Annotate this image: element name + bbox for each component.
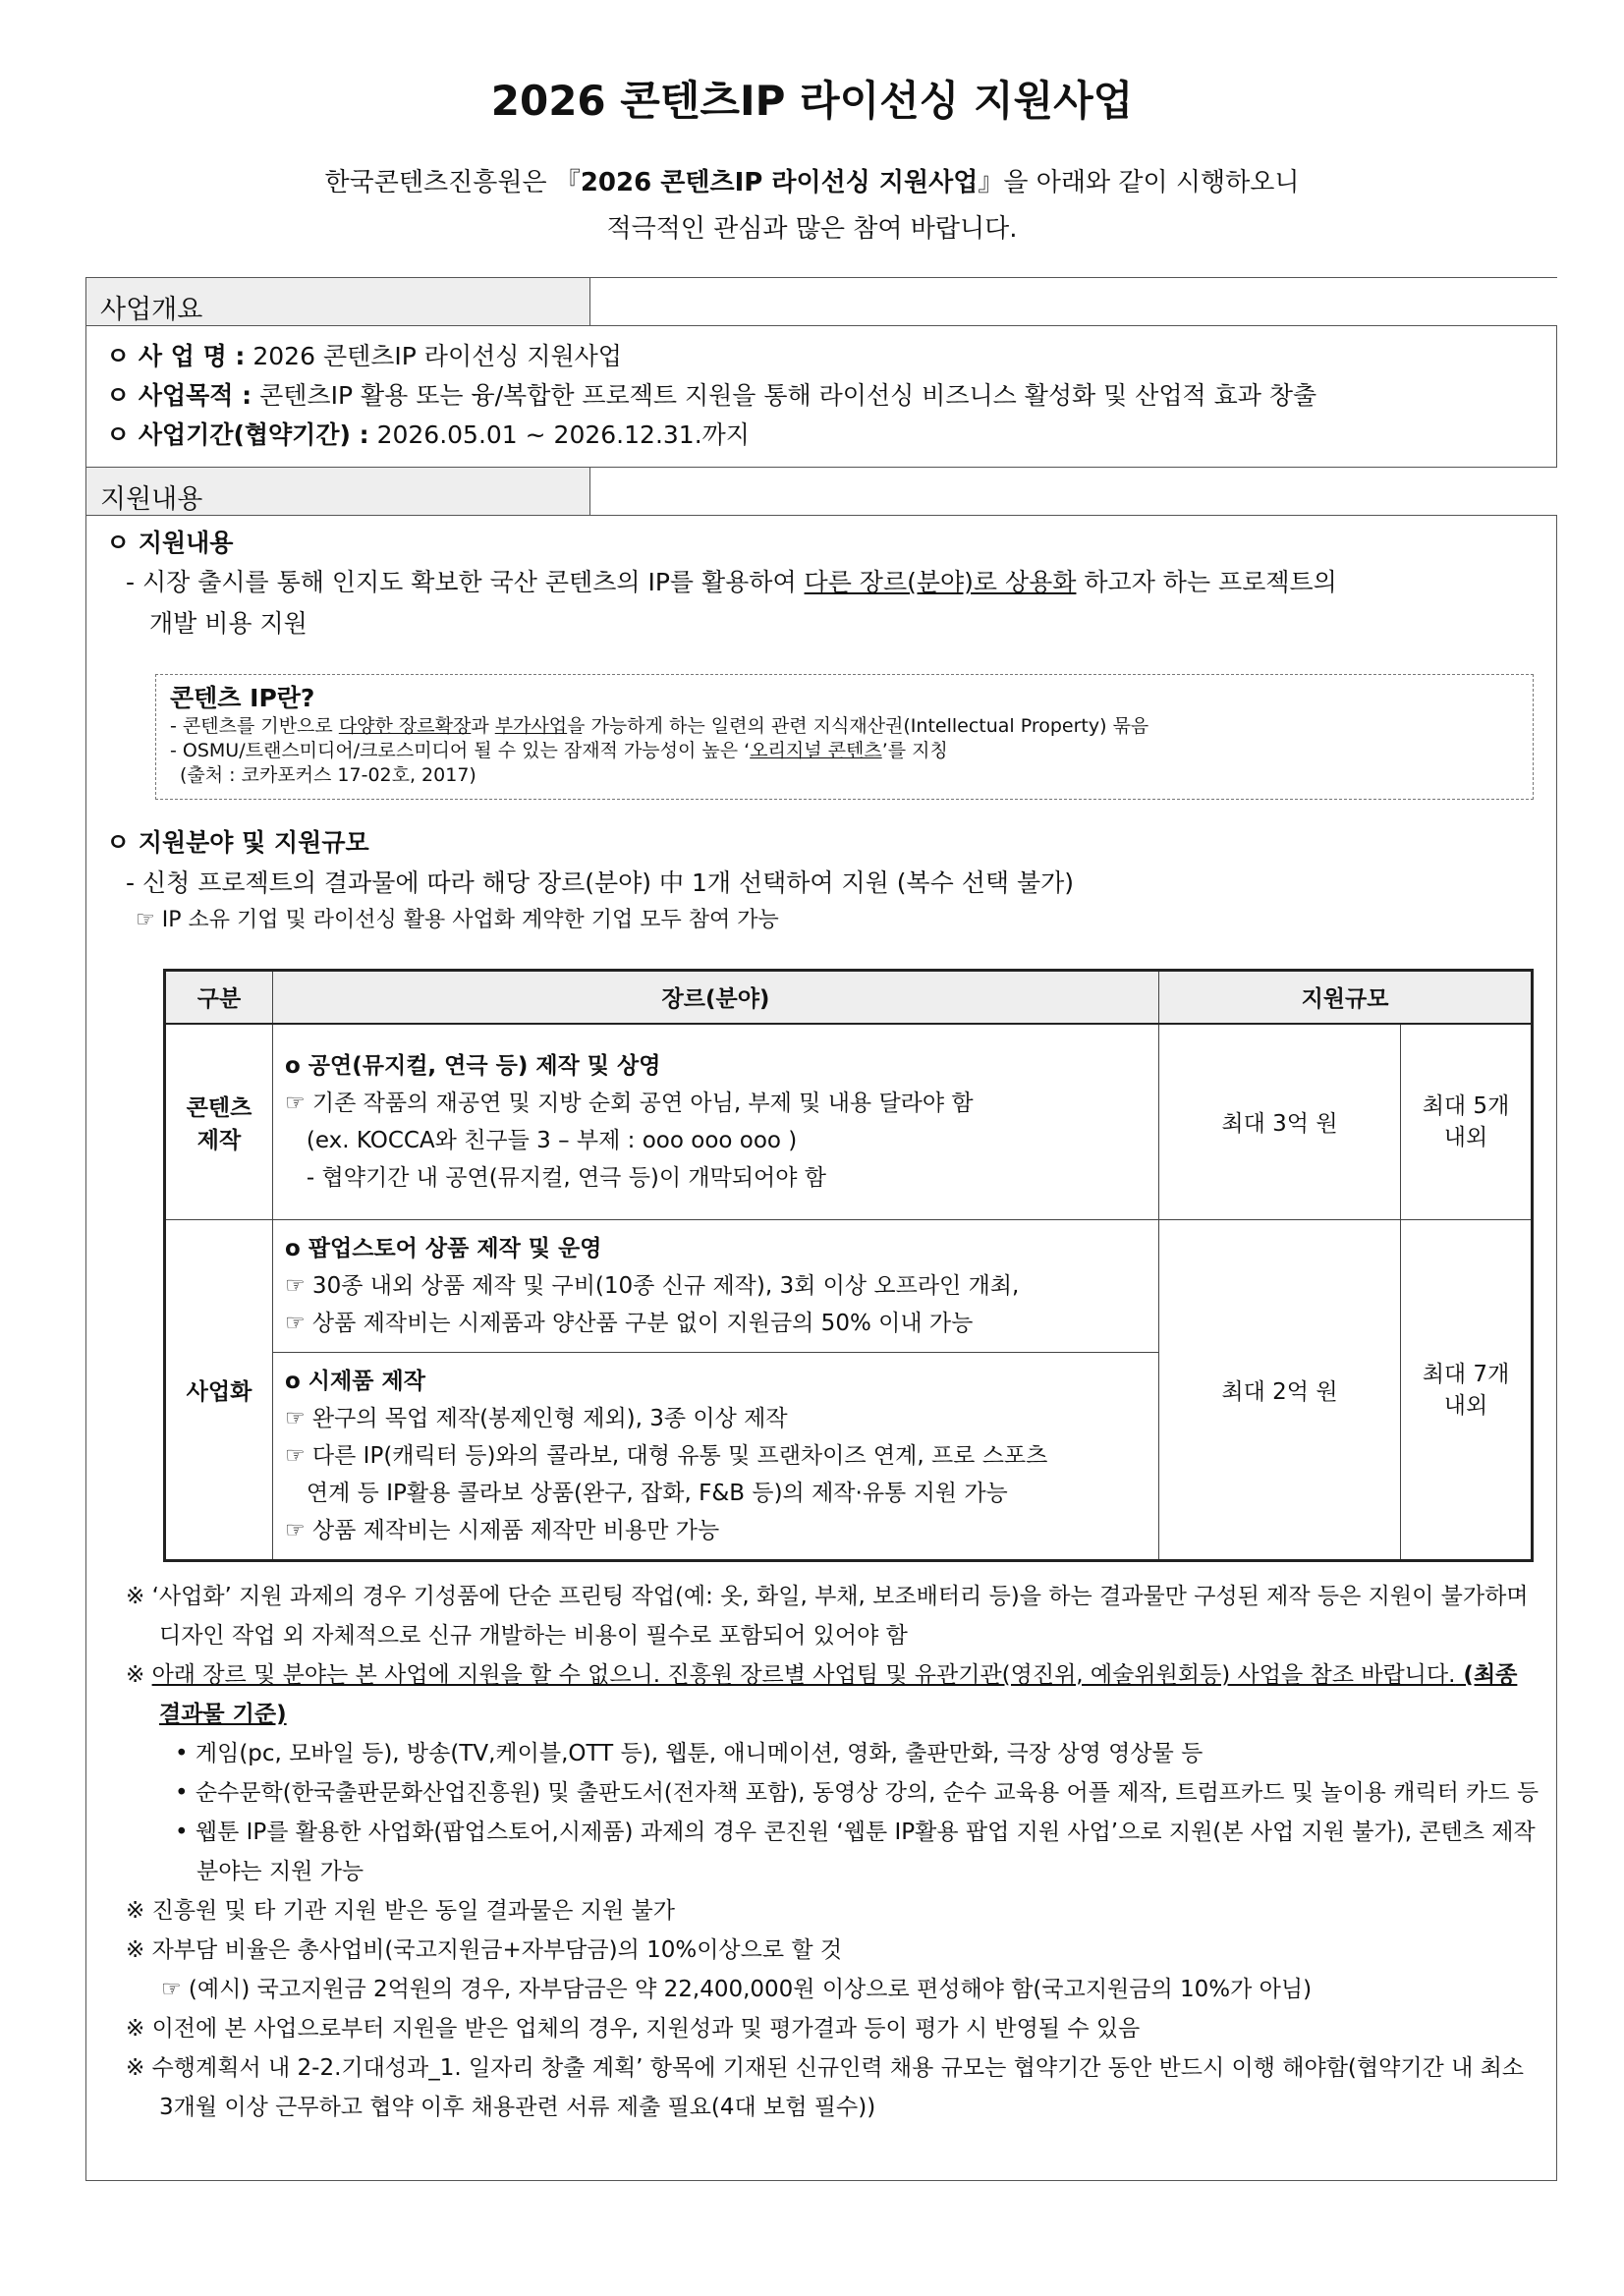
- th-category: 구분: [165, 971, 273, 1024]
- row-category: 사업화: [165, 1220, 273, 1561]
- overview-header: [86, 277, 1556, 326]
- ip-box-line: - 콘텐츠를 기반으로 다양한 장르확장과 부가사업을 가능하게 하는 일련의 관련 지식재산권(Intellectual Property) 묶음: [170, 715, 1149, 737]
- support-desc: - 시장 출시를 통해 인지도 확보한 국산 콘텐츠의 IP를 활용하여 다른 장르(분야)로 상용화 하고자 하는 프로젝트의: [126, 568, 1337, 596]
- support-sub2: ㅇ 지원분야 및 지원규모: [106, 828, 369, 857]
- intro-post: 』을 아래와 같이 시행하오니: [978, 168, 1300, 197]
- intro-line-1: [0, 162, 1624, 198]
- row-amount: 최대 2억 원: [1159, 1220, 1401, 1561]
- support-sub2-desc: - 신청 프로젝트의 결과물에 따라 해당 장르(분야) 中 1개 선택하여 지원 (복수 선택 불가): [126, 868, 1075, 897]
- ip-box-source: (출처 : 코카포커스 17-02호, 2017): [180, 764, 476, 786]
- ip-box-line: - OSMU/트랜스미디어/크로스미디어 될 수 있는 잠재적 가능성이 높은 ‘오리지널 콘텐츠’를 지칭: [170, 740, 948, 761]
- notes: [126, 1577, 1540, 2127]
- note: ※ ‘사업화’ 지원 과제의 경우 기성품에 단순 프린팅 작업(예: 옷, 화일, 부채, 보조배터리 등)을 하는 결과물만 구성된 제작 등은 지원이 불가하며 디자인 작업 외 자체적으로 신규 개발하는 비용이 필수로 포함되어 있어야 함: [126, 1584, 1529, 1649]
- note-bullet: • 웹툰 IP를 활용한 사업화(팝업스토어,시제품) 과제의 경우 콘진원 ‘웹툰 IP활용 팝업 지원 사업’으로 지원(본 사업 지원 불가), 콘텐츠 제작 분야는 지원 가능: [175, 1820, 1536, 1884]
- announcement-box: [85, 277, 1557, 2181]
- support-desc-2: 개발 비용 지원: [149, 609, 308, 638]
- intro-line-2: 적극적인 관심과 많은 참여 바랍니다.: [606, 214, 1018, 244]
- ip-box-title: 콘텐츠 IP란?: [170, 684, 315, 712]
- th-scale: 지원규모: [1159, 971, 1533, 1024]
- row-genre: o 공연(뮤지컬, 연극 등) 제작 및 상영 ☞ 기존 작품의 재공연 및 지방 순회 공연 아님, 부제 및 내용 달라야 함 (ex. KOCCA와 친구들 3 – 부제 : ooo ooo ooo ) - 협약기간 내 공연(뮤지컬, 연극 등)이 개막되어야 함: [273, 1024, 1159, 1220]
- support-table: [163, 969, 1534, 1562]
- overview-header-label: 사업개요: [100, 295, 203, 325]
- ip-definition-box: [155, 674, 1534, 800]
- row-genre-2: o 시제품 제작 ☞ 완구의 목업 제작(봉제인형 제외), 3종 이상 제작 ☞ 다른 IP(캐릭터 등)와의 콜라보, 대형 유통 및 프랜차이즈 연계, 프로 스포츠 연계 등 IP활용 콜라보 상품(완구, 잡화, F&B 등)의 제작·유통 지원 가능 ☞ 상품 제작비는 시제품 제작만 비용만 가능: [273, 1353, 1159, 1561]
- note-example: ☞ (예시) 국고지원금 2억원의 경우, 자부담금은 약 22,400,000원 이상으로 편성해야 함(국고지원금의 10%가 아님): [161, 1977, 1313, 2002]
- th-genre: 장르(분야): [273, 971, 1159, 1024]
- overview-purpose: ㅇ 사업목적 : 콘텐츠IP 활용 또는 융/복합한 프로젝트 지원을 통해 라이선싱 비즈니스 활성화 및 산업적 효과 창출: [106, 381, 1317, 410]
- page-title: 2026 콘텐츠IP 라이선싱 지원사업: [490, 77, 1134, 125]
- note: ※ 자부담 비율은 총사업비(국고지원금+자부담금)의 10%이상으로 할 것: [126, 1937, 843, 1963]
- row-amount: 최대 3억 원: [1159, 1024, 1401, 1220]
- note-bullet: • 순수문학(한국출판문화산업진흥원) 및 출판도서(전자책 포함), 동영상 강의, 순수 교육용 어플 제작, 트럼프카드 및 놀이용 캐릭터 카드 등: [175, 1780, 1540, 1806]
- note: ※ 수행계획서 내 2-2.기대성과_1. 일자리 창출 계획’ 항목에 기재된 신규인력 채용 규모는 협약기간 동안 반드시 이행 해야함(협약기간 내 최소 3개월 이상 근무하고 협약 이후 채용관련 서류 제출 필요(4대 보험 필수)): [126, 2055, 1525, 2120]
- overview-period: ㅇ 사업기간(협약기간) : 2026.05.01 ~ 2026.12.31.까지: [106, 420, 750, 449]
- support-sub1: ㅇ 지원내용: [106, 529, 234, 557]
- note-restricted: ※ 아래 장르 및 분야는 본 사업에 지원을 할 수 없으니. 진흥원 장르별 사업팀 및 유관기관(영진위, 예술위원회등) 사업을 참조 바랍니다. (최종 결과물 기준): [126, 1662, 1518, 1727]
- support-header-label: 지원내용: [100, 484, 203, 515]
- overview-name: ㅇ 사 업 명 : 2026 콘텐츠IP 라이선싱 지원사업: [106, 342, 622, 370]
- support-sub2-note: ☞ IP 소유 기업 및 라이선싱 활용 사업화 계약한 기업 모두 참여 가능: [136, 908, 779, 932]
- row-count: 최대 5개 내외: [1401, 1024, 1533, 1220]
- note: ※ 진흥원 및 타 기관 지원 받은 동일 결과물은 지원 불가: [126, 1898, 675, 1924]
- note-bullet: • 게임(pc, 모바일 등), 방송(TV,케이블,OTT 등), 웹툰, 애니메이션, 영화, 출판만화, 극장 상영 영상물 등: [175, 1741, 1204, 1766]
- note: ※ 이전에 본 사업으로부터 지원을 받은 업체의 경우, 지원성과 및 평가결과 등이 평가 시 반영될 수 있음: [126, 2016, 1141, 2042]
- support-header: [86, 467, 1556, 516]
- intro-bold: 2026 콘텐츠IP 라이선싱 지원사업: [580, 168, 979, 197]
- intro-pre: 한국콘텐츠진흥원은 『: [324, 168, 581, 197]
- row-genre: o 팝업스토어 상품 제작 및 운영 ☞ 30종 내외 상품 제작 및 구비(10종 신규 제작), 3회 이상 오프라인 개최, ☞ 상품 제작비는 시제품과 양산품 구분 없이 지원금의 50% 이내 가능: [273, 1220, 1159, 1353]
- row-count: 최대 7개 내외: [1401, 1220, 1533, 1561]
- row-category: 콘텐츠 제작: [165, 1024, 273, 1220]
